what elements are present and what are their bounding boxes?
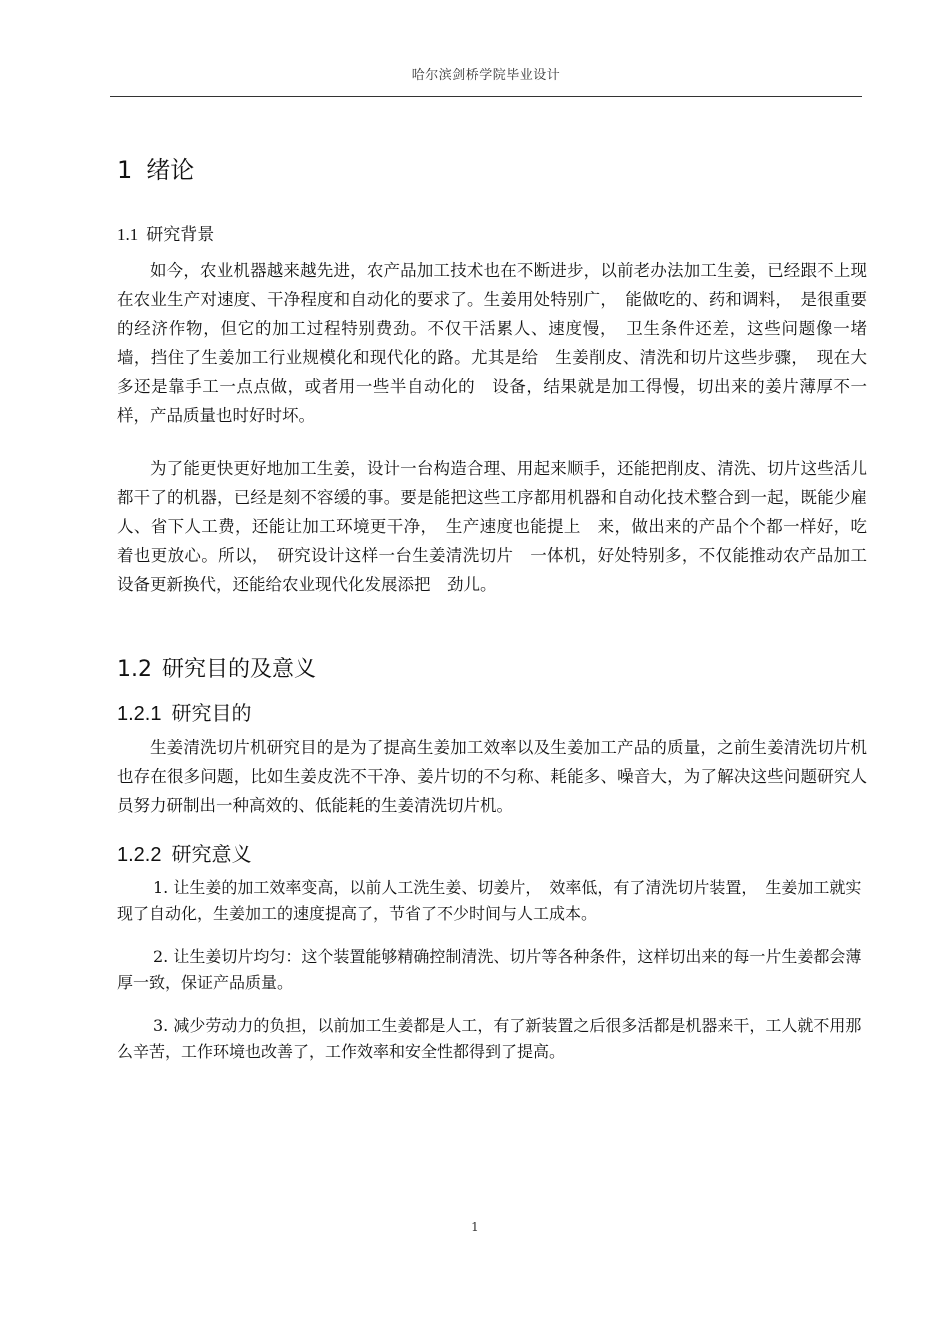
- section-1-2-1-number: 1.2.1: [117, 703, 162, 725]
- chapter-heading: [117, 150, 194, 185]
- significance-item-2: 2. 让生姜切片均匀：这个装置能够精确控制清洗、切片等各种条件，这样切出来的每一片生姜都会薄厚一致，保证产品质量。: [117, 947, 862, 992]
- section-1-2-1-title: 研究目的: [171, 701, 252, 725]
- purpose-paragraph: 生姜清洗切片机研究目的是为了提高生姜加工效率以及生姜加工产品的质量，之前生姜清洗切片机也存在很多问题，比如生姜皮洗不干净、姜片切的不匀称、耗能多、噪音大，为了解决这些问题研究人员努力研制出一种高效的、低能耗的生姜清洗切片机。: [117, 738, 867, 815]
- background-paragraph-2: 为了能更快更好地加工生姜，设计一台构造合理、用起来顺手，还能把削皮、清洗、切片这些活儿都干了的机器，已经是刻不容缓的事。要是能把这些工序都用机器和自动化技术整合到一起，既能少雇人、省下人工费，还能让加工环境更干净， 生产速度也能提上 来，做出来的产品个个都一样好，吃着也更放心。所以， 研究设计这样一台生姜清洗切片 一体机，好处特别多，不仅能推动农产品加工设备更新换代，还能给农业现代化发展添把 劲儿。: [117, 459, 867, 594]
- chapter-number: 1: [117, 156, 133, 184]
- section-1-2-2-number: 1.2.2: [117, 844, 162, 866]
- chapter-title: 绪论: [146, 156, 195, 184]
- section-1-2-1-heading: [117, 697, 251, 726]
- section-1-1-title: 研究背景: [146, 225, 215, 245]
- section-1-2-2-title: 研究意义: [171, 842, 252, 866]
- page-number: 1: [471, 1220, 479, 1234]
- background-paragraph-1: 如今，农业机器越来越先进，农产品加工技术也在不断进步，以前老办法加工生姜，已经跟不上现在农业生产对速度、干净程度和自动化的要求了。生姜用处特别广， 能做吃的、药和调料， 是很重要的经济作物，但它的加工过程特别费劲。不仅干活累人、速度慢， 卫生条件还差，这些问题像一堵墙，挡住了生姜加工行业规模化和现代化的路。尤其是给 生姜削皮、清洗和切片这些步骤， 现在大多还是靠手工一点点做，或者用一些半自动化的 设备，结果就是加工得慢，切出来的姜片薄厚不一样，产品质量也时好时坏。: [117, 261, 867, 425]
- section-1-2-title: 研究目的及意义: [162, 657, 317, 682]
- section-1-2-heading: [117, 652, 316, 683]
- header-rule: [110, 96, 862, 97]
- section-1-2-number: 1.2: [117, 657, 152, 682]
- section-1-2-2-heading: [117, 838, 251, 867]
- significance-item-1: 1. 让生姜的加工效率变高，以前人工洗生姜、切姜片， 效率低，有了清洗切片装置， 生姜加工就实现了自动化，生姜加工的速度提高了，节省了不少时间与人工成本。: [117, 878, 862, 923]
- section-1-1-number: 1.1: [117, 225, 139, 244]
- page-header: 哈尔滨剑桥学院毕业设计: [411, 68, 561, 83]
- significance-item-3: 3. 减少劳动力的负担，以前加工生姜都是人工，有了新装置之后很多活都是机器来干，工人就不用那么辛苦，工作环境也改善了，工作效率和安全性都得到了提高。: [117, 1016, 862, 1061]
- section-1-1-heading: [117, 220, 214, 245]
